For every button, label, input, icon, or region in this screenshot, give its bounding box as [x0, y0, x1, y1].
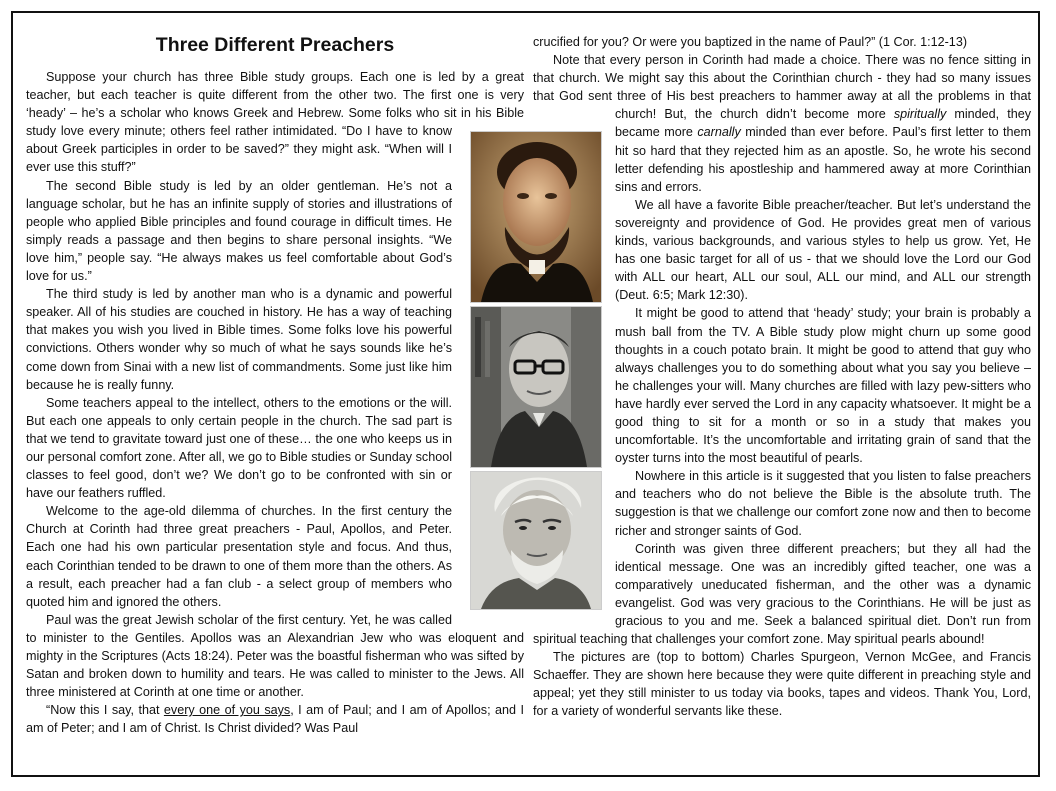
- paragraph-corinth: Corinth was given three different preachers; but they all had the identical message. One was an incredibly gifted teacher, one was a comparatively uneducated fisherman, and the other was a dynamic evangelist. God was very gracious to the Corinthians. He will be just as gracious to you and me. Seek a balanced spiritual diet. Don’t run from spiritual teaching that challenges your comfort zone. May spiritual pearls abound!: [533, 541, 1031, 647]
- paragraph-nowhere: Nowhere in this article is it suggested that you listen to false preachers and teachers who do not believe the Bible is the absolute truth. The suggestion is that we challenge our comfort zone now and then to become richer and stronger saints of God.: [615, 469, 1031, 538]
- page-title: Three Different Preachers: [155, 34, 395, 56]
- portrait-photo-1: [470, 131, 602, 303]
- paragraph-older-gentleman: The second Bible study is led by an older gentleman. He’s not a language scholar, but he has an infinite supply of stories and illustrations of people who applied Bible principles and found courage in difficult times. He simply reads a passage and then begins to share personal insights. “We love him,” people say. “He always makes us feel comfortable about God’s love for us.”: [26, 178, 452, 284]
- portrait-photo-2: [470, 306, 602, 468]
- right-column: [533, 33, 1031, 721]
- paragraph-dilemma: Welcome to the age-old dilemma of churches. In the first century the Church at Corinth had three great preachers - Paul, Apollos, and Peter. Each one had his own particular presentation style and focus. And thus, each Corinthian tended to be drawn to one of them more than the others. As a result, each preacher had a fan club - a select group of members who quoted him and ignored the others.: [26, 504, 452, 609]
- paragraph-dynamic-speaker: The third study is led by another man who is a dynamic and powerful speaker. All of his studies are couched in history. He has a way of teaching that makes you wish you lived in Bible times. Some folks love his powerful convictions. Others wonder why so much of what he says sounds like he’s come down from Sinai with a new list of commandments. Some just like him because he is really funny.: [26, 287, 452, 392]
- portrait-photo-3: [470, 471, 602, 610]
- paragraph-choice: Note that every person in Corinth had made a choice. There was no fence sitting in that church. We might say this about the Corinthian church - they had so many issues that God sent three of His best preachers to hammer away at all the problems in that church! But, the church didn’t become more spiritually minded, they became more carnally minded than ever before. Paul’s first letter to them hit so hard that they rejected him as an apostle. So, he wrote his second letter defending his apostleship and hammered away at more Corinthian sins and errors.: [533, 53, 1031, 194]
- paragraph-paul-scholar: Paul was the great Jewish scholar of the first century. Yet, he was called to minister to the Gentiles. Apollos was an Alexandrian Jew who was eloquent and mighty in the Scriptures (Acts 18:24). Peter was the boastful fisherman who was sifted by Satan and broken down to humility and tears. He was called to minister to the Jews. All three ministered at Corinth at one time or another.: [26, 612, 524, 700]
- paragraph-appeals: Some teachers appeal to the intellect, others to the emotions or the will. But each one appeals to only certain people in the church. The sad part is that we tend to gravitate toward just one of these… the one who keeps us in our personal comfort zone. After all, we go to Bible studies or Sunday school classes to feel good, don’t we? We don’t go to be confronted with sin or have our feathers ruffled.: [26, 395, 452, 501]
- left-column: [26, 68, 524, 737]
- paragraph-heady-study: It might be good to attend that ‘heady’ study; your brain is probably a mush ball from the TV. A Bible study plow might churn up some good thoughts in a couch potato brain. It might be good to attend that guy who always challenges you to do something about what you say you believe – he challenges your will. Many churches are filled with lazy pew-sitters who have hardly ever served the Lord in any capacity whatsoever. It might be a good thing to sit for a month or so in a study that makes you uncomfortable. It’s the uncomfortable and irritating grain of sand that the oyster turns into the most beautiful of pearls.: [615, 306, 1031, 466]
- quote-underlined: every one of you says: [163, 703, 291, 718]
- line-crucified: crucified for you? Or were you baptized in the name of Paul?” (1 Cor. 1:12-13): [533, 35, 968, 49]
- paragraph-pictures: The pictures are (top to bottom) Charles Spurgeon, Vernon McGee, and Francis Schaeffer. They are shown here because they were quite different in preaching style and appeal; yet they still minister to us today via books, tapes and videos. Thank You, Lord, for a variety of wonderful servants like these.: [533, 650, 1031, 719]
- paragraph-favorite: We all have a favorite Bible preacher/teacher. But let’s understand the sovereignty and providence of God. He provides great men of various kinds, various backgrounds, and various styles to help us grow. Yet, He has one basic target for all of us - that we should love the Lord our God with ALL our heart, ALL our soul, ALL our mind, and ALL our strength (Deut. 6:5; Mark 12:30).: [615, 197, 1031, 303]
- paragraph-quote: “Now this I say, that every one of you says, I am of Paul; and I am of Apollos; and I am of Peter; and I am of Christ. Is Christ divided? Was Paul: [26, 703, 524, 736]
- paragraph-heady: Suppose your church has three Bible study groups. Each one is led by a great teacher, but each teacher is quite different from the other two. The first one is very ‘heady’ – he’s a scholar who knows Greek and Hebrew. Some folks who sit in his Bible study love every minute; others feel rather intimidated. “Do I have to know about Greek participles in order to be saved?” they might ask. “When will I ever use this stuff?”: [26, 70, 524, 175]
